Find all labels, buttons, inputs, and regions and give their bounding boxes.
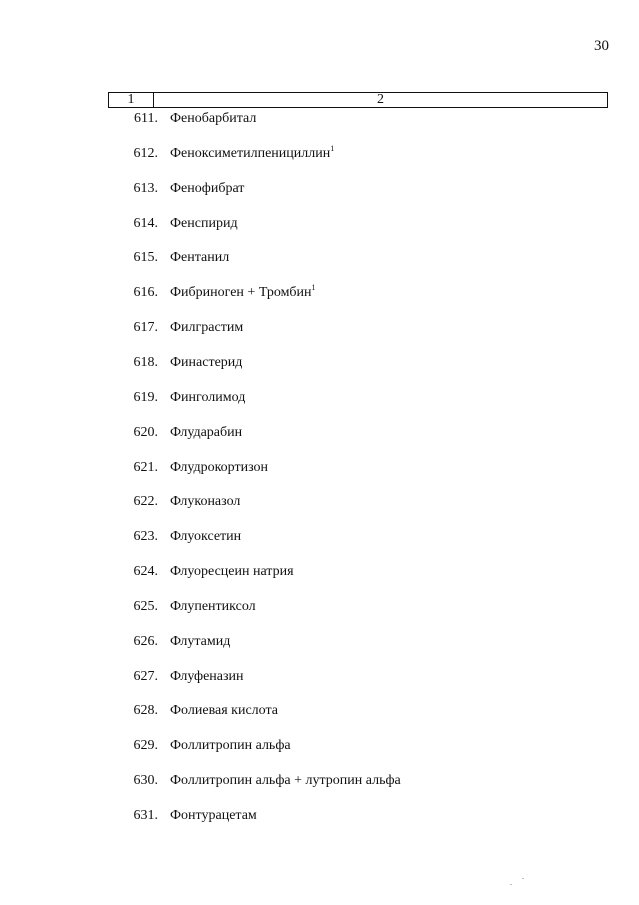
header-column-1: 1 — [109, 93, 154, 107]
list-item — [108, 284, 316, 302]
entry-name — [170, 424, 242, 442]
list-item — [108, 737, 291, 755]
entry-number: 621. — [133, 459, 158, 475]
entry-name — [170, 528, 241, 546]
entry-name-text: Финастерид — [170, 354, 243, 370]
entry-name-text: Флуфеназин — [170, 668, 244, 684]
entry-name-text: Флупентиксол — [170, 598, 256, 614]
entry-name — [170, 319, 243, 337]
entry-name — [170, 668, 244, 686]
entry-name-text: Фибриноген + Тромбин — [170, 285, 312, 301]
list-item — [108, 528, 241, 546]
entry-name-text: Фоллитропин альфа — [170, 738, 291, 754]
entry-name-text: Фентанил — [170, 250, 230, 266]
entry-name — [170, 249, 229, 267]
entry-number: 631. — [133, 808, 158, 823]
list-item — [108, 702, 278, 720]
entry-name-text: Филграстим — [170, 320, 244, 336]
entry-name — [170, 807, 257, 825]
entry-name-text: Финголимод — [170, 389, 246, 405]
list-item — [108, 110, 256, 128]
entry-number: 615. — [133, 250, 158, 266]
entry-name-text: Фенофибрат — [170, 180, 245, 196]
entry-number: 627. — [133, 668, 158, 684]
entry-name — [170, 215, 238, 233]
entry-number: 616. — [133, 285, 158, 301]
list-item — [108, 319, 243, 337]
list-item — [108, 145, 334, 163]
entry-name — [170, 772, 401, 790]
entry-name-text: Флуоресцеин натрия — [170, 564, 294, 580]
list-item — [108, 424, 242, 442]
footnote-marker: 1 — [311, 283, 316, 293]
list-item — [108, 668, 244, 686]
list-item — [108, 249, 229, 267]
entry-name — [170, 389, 245, 407]
list-item — [108, 563, 294, 581]
list-item — [108, 354, 242, 372]
entry-name-text: Фолиевая кислота — [170, 703, 278, 719]
page-number: 30 — [594, 38, 609, 54]
entry-name — [170, 354, 242, 372]
entry-name — [170, 737, 291, 755]
entry-name — [170, 180, 244, 198]
entry-number: 612. — [133, 145, 158, 161]
footnote-marker: 1 — [330, 143, 335, 153]
header-column-2: 2 — [377, 92, 384, 107]
list-item — [108, 807, 257, 825]
entry-name-text: Фенспирид — [170, 215, 238, 231]
list-item — [108, 493, 240, 511]
entry-number: 624. — [133, 564, 158, 580]
entry-name — [170, 284, 316, 302]
entry-number: 628. — [133, 703, 158, 719]
entry-name-text: Флуоксетин — [170, 529, 242, 545]
entry-name — [170, 702, 278, 720]
list-item — [108, 215, 238, 233]
entry-number: 614. — [133, 215, 158, 231]
list-item — [108, 633, 230, 651]
list-item — [108, 772, 401, 790]
entry-name — [170, 633, 230, 651]
entry-name-text: Флудрокортизон — [170, 459, 269, 475]
entry-number: 618. — [133, 354, 158, 370]
entry-name-text: Феноксиметилпенициллин — [170, 145, 331, 161]
entry-number: 611. — [134, 111, 158, 126]
entry-number: 623. — [133, 529, 158, 545]
table-header — [108, 92, 608, 108]
list-item — [108, 459, 268, 477]
entry-number: 625. — [133, 598, 158, 614]
scan-speck — [522, 878, 524, 879]
list-item — [108, 389, 245, 407]
entry-name-text: Фенобарбитал — [170, 111, 257, 126]
entry-number: 629. — [133, 738, 158, 754]
scan-speck — [510, 884, 512, 885]
entry-number: 613. — [133, 180, 158, 196]
entry-name — [170, 598, 256, 616]
entry-name — [170, 493, 240, 511]
list-item — [108, 180, 244, 198]
entry-name — [170, 145, 334, 163]
entry-number: 617. — [133, 320, 158, 336]
entry-number: 622. — [133, 494, 158, 510]
entry-name-text: Фонтурацетам — [170, 808, 257, 823]
entry-name-text: Флутамид — [170, 633, 231, 649]
entry-name-text: Флуконазол — [170, 494, 241, 510]
entry-number: 630. — [133, 773, 158, 789]
entry-name-text: Флударабин — [170, 424, 243, 440]
entry-number: 619. — [133, 389, 158, 405]
entry-number: 626. — [133, 633, 158, 649]
entry-number: 620. — [133, 424, 158, 440]
entry-name — [170, 110, 256, 128]
entry-name — [170, 563, 294, 581]
list-item — [108, 598, 256, 616]
entry-name — [170, 459, 268, 477]
entry-name-text: Фоллитропин альфа + лутропин альфа — [170, 773, 401, 789]
